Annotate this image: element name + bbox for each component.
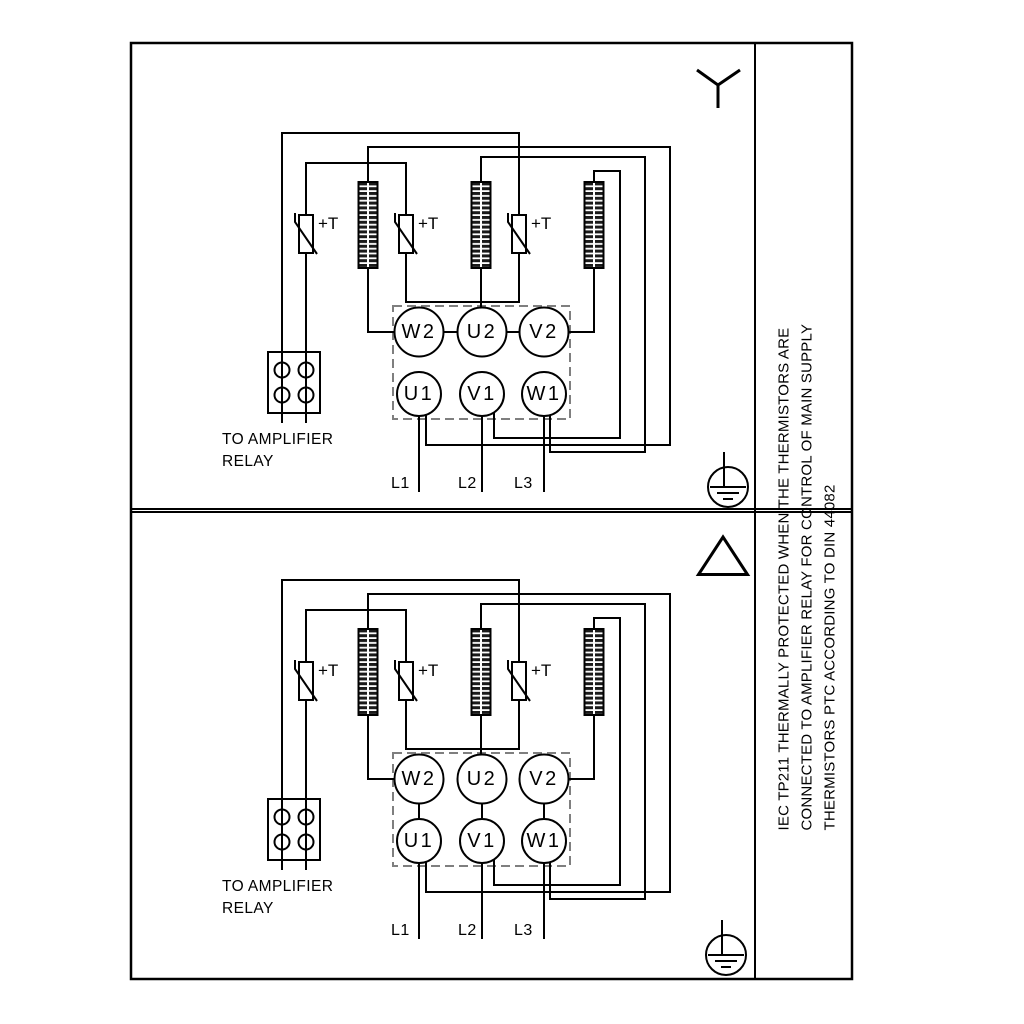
ground-icon: [706, 920, 746, 975]
thermistor-label: +T: [418, 214, 439, 233]
side-note-line1: IEC TP211 THERMALLY PROTECTED WHEN THE THERMISTORS ARE: [775, 327, 793, 831]
relay-caption-line2: RELAY: [222, 900, 274, 917]
terminal-label-u2: U2: [466, 321, 498, 343]
supply-label-l3: L3: [514, 475, 533, 492]
terminal-label-v1: V1: [467, 830, 497, 852]
thermistor-label: +T: [318, 214, 339, 233]
terminal-label-u1: U1: [403, 383, 435, 405]
terminal-label-u2: U2: [466, 768, 498, 790]
delta-panel-wiring: [268, 537, 748, 975]
relay-caption-line1: TO AMPLIFIER: [222, 431, 334, 448]
terminal-label-u1: U1: [403, 830, 435, 852]
thermistor-label: +T: [318, 661, 339, 680]
side-note-line3: THERMISTORS PTC ACCORDING TO DIN 44082: [821, 484, 839, 831]
supply-label-l2: L2: [458, 922, 477, 939]
thermistor-label: +T: [531, 661, 552, 680]
relay-caption-line1: TO AMPLIFIER: [222, 878, 334, 895]
thermistor-label: +T: [531, 214, 552, 233]
terminal-label-w1: W1: [526, 383, 562, 405]
supply-label-l3: L3: [514, 922, 533, 939]
terminal-label-w1: W1: [526, 830, 562, 852]
terminal-label-v2: V2: [529, 321, 559, 343]
terminal-label-v2: V2: [529, 768, 559, 790]
ground-icon: [708, 452, 748, 507]
thermistor-label: +T: [418, 661, 439, 680]
star-connection-icon: [697, 70, 740, 108]
panel-divider: [131, 509, 852, 512]
supply-label-l1: L1: [391, 475, 410, 492]
supply-label-l1: L1: [391, 922, 410, 939]
side-note: [773, 323, 842, 831]
terminal-label-w2: W2: [401, 768, 437, 790]
supply-label-l2: L2: [458, 475, 477, 492]
terminal-label-v1: V1: [467, 383, 497, 405]
relay-caption-line2: RELAY: [222, 453, 274, 470]
delta-connection-icon: [699, 537, 748, 575]
terminal-label-w2: W2: [401, 321, 437, 343]
star-panel-wiring: [268, 70, 748, 507]
side-note-line2: CONNECTED TO AMPLIFIER RELAY FOR CONTROL OF MAIN SUPPLY: [798, 323, 816, 831]
delta-bridge-links: [419, 804, 544, 818]
